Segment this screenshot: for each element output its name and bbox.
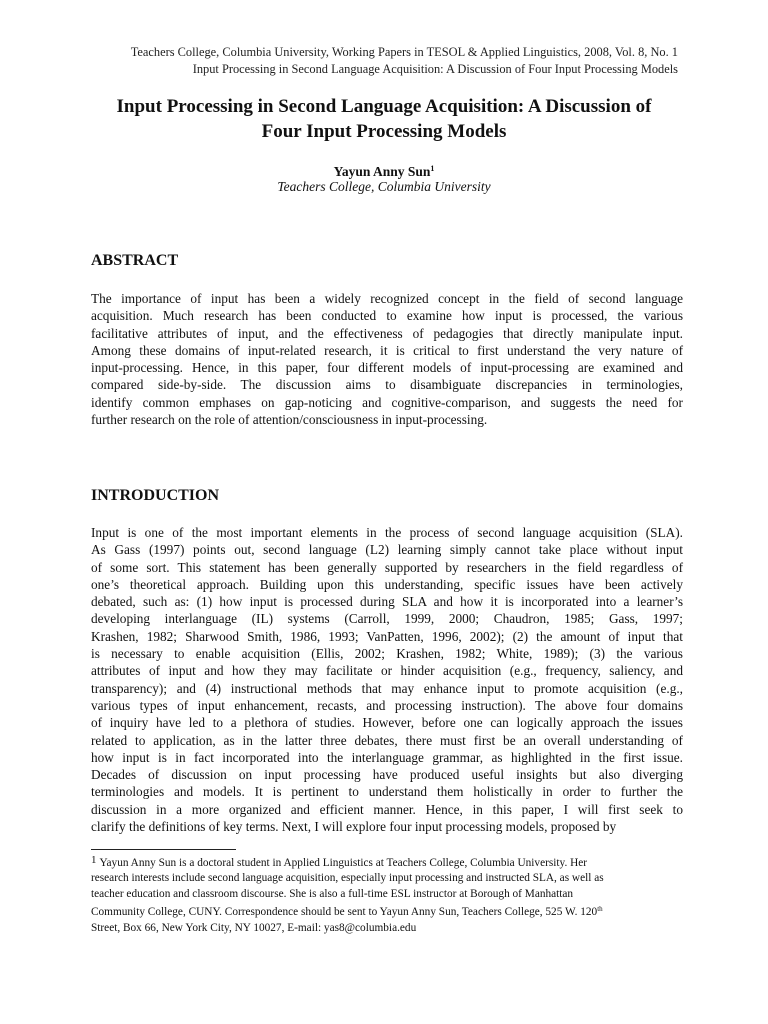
text-line: of some sort. This statement has been generally supported by researchers in the field regardless of bbox=[91, 559, 683, 575]
text-line: terminologies and models. It is pertinent to understand them holistically in order to further the bbox=[91, 784, 683, 800]
text-line: discussion in a more organized and efficient manner. Hence, in this paper, I will first seek to bbox=[91, 801, 683, 817]
text-line: attributes of input and how they may facilitate or hinder acquisition (e.g., frequency, saliency, and bbox=[91, 663, 683, 679]
footnote-line bbox=[91, 853, 683, 871]
text-line: one’s theoretical approach. Building upon this understanding, specific issues have been actively bbox=[91, 576, 683, 592]
text-line: facilitative attributes of input, and the effectiveness of pedagogies that directly manipulate input. bbox=[91, 325, 683, 341]
introduction-heading: INTRODUCTION bbox=[91, 487, 220, 504]
text-line: further research on the role of attention/consciousness in input-processing. bbox=[91, 412, 488, 428]
footnote-text: teacher education and classroom discourse. She is also a full-time ESL instructor at Borough of Manhattan bbox=[91, 887, 574, 900]
footnote-superscript: th bbox=[597, 905, 603, 914]
text-line: clarify the definitions of key terms. Next, I will explore four input processing models, proposed by bbox=[91, 819, 617, 835]
footnote bbox=[91, 853, 683, 936]
text-line: acquisition. Much research has been conducted to examine how input is processed, the various bbox=[91, 308, 683, 324]
running-head bbox=[38, 44, 678, 78]
text-line: Input is one of the most important elements in the process of second language acquisition (SLA). bbox=[91, 525, 683, 540]
footnote-text: research interests include second language acquisition, especially input processing and instructed SLA, as well as bbox=[91, 872, 604, 885]
text-line: The importance of input has been a widely recognized concept in the field of second language bbox=[91, 291, 683, 306]
text-line: is necessary to enable acquisition (Ellis, 2002; Krashen, 1982; White, 1989); (3) the various bbox=[91, 646, 683, 662]
text-line: compared side-by-side. The discussion aims to disambiguate discrepancies in terminologies, bbox=[91, 377, 683, 393]
author-name: Yayun Anny Sun bbox=[333, 164, 431, 179]
text-line: debated, such as: (1) how input is processed during SLA and how it is incorporated into a learner’s bbox=[91, 594, 683, 610]
paper-title bbox=[60, 94, 708, 144]
text-line: Among these domains of input-related research, it is critical to first understand the very nature of bbox=[91, 342, 683, 358]
footnote-text: Community College, CUNY. Correspondence should be sent to Yayun Anny Sun, Teachers College, 525 W. 120 bbox=[91, 906, 598, 919]
text-line: of inquiry have led to a plethora of studies. However, before one can logically approach the issues bbox=[91, 715, 683, 731]
footnote-text: Yayun Anny Sun is a doctoral student in Applied Linguistics at Teachers College, Columbia University. Her bbox=[99, 857, 588, 869]
footnote-text: Street, Box 66, New York City, NY 10027, E-mail: yas8@columbia.edu bbox=[91, 921, 417, 934]
text-line: related to application, as in the latter three debates, there must first be an overall understanding of bbox=[91, 732, 683, 748]
text-line: input-processing. Hence, in this paper, four different models of input-processing are examined and bbox=[91, 360, 683, 376]
running-head-title: Input Processing in Second Language Acquisition: A Discussion of Four Input Processing Models bbox=[192, 62, 678, 76]
footnote-line bbox=[91, 887, 683, 902]
text-line: Decades of discussion on input processing have produced useful insights but also diverging bbox=[91, 767, 683, 783]
text-line: various types of input enhancement, recasts, and processing instruction). The above four domains bbox=[91, 697, 683, 713]
text-line: transparency); and (4) instructional methods that may enhance input to promote acquisition (e.g., bbox=[91, 680, 683, 696]
footnote-divider bbox=[91, 849, 236, 850]
author-footnote-mark[interactable]: 1 bbox=[430, 164, 435, 173]
text-line: how input is in fact incorporated into the interlanguage grammar, as highlighted in the first issue. bbox=[91, 749, 683, 765]
text-line: identify common emphases on gap-noticing and cognitive-comparison, and suggests the need for bbox=[91, 394, 683, 410]
introduction-paragraph bbox=[91, 524, 683, 835]
text-line: As Gass (1997) points out, second language (L2) learning simply cannot take place without input bbox=[91, 542, 683, 558]
footnote-line bbox=[91, 871, 683, 886]
text-line: Krashen, 1982; Sharwood Smith, 1986, 1993; VanPatten, 1996, 2002); (2) the amount of input that bbox=[91, 628, 683, 644]
paper-title-line-1: Input Processing in Second Language Acquisition: A Discussion of bbox=[116, 96, 652, 117]
running-head-journal: Teachers College, Columbia University, Working Papers in TESOL & Applied Linguistics, 2008, Vol. 8, No. 1 bbox=[130, 45, 678, 59]
abstract-heading: ABSTRACT bbox=[91, 252, 179, 269]
paper-title-line-2: Four Input Processing Models bbox=[261, 121, 507, 142]
footnote-mark: 1 bbox=[91, 854, 97, 866]
author-affiliation: Teachers College, Columbia University bbox=[277, 179, 491, 194]
footnote-line bbox=[91, 902, 683, 920]
abstract-paragraph bbox=[91, 290, 683, 428]
text-line: developing interlanguage (IL) systems (Carroll, 1999, 2000; Chaudron, 1985; Gass, 1997; bbox=[91, 611, 683, 627]
footnote-line bbox=[91, 921, 683, 936]
